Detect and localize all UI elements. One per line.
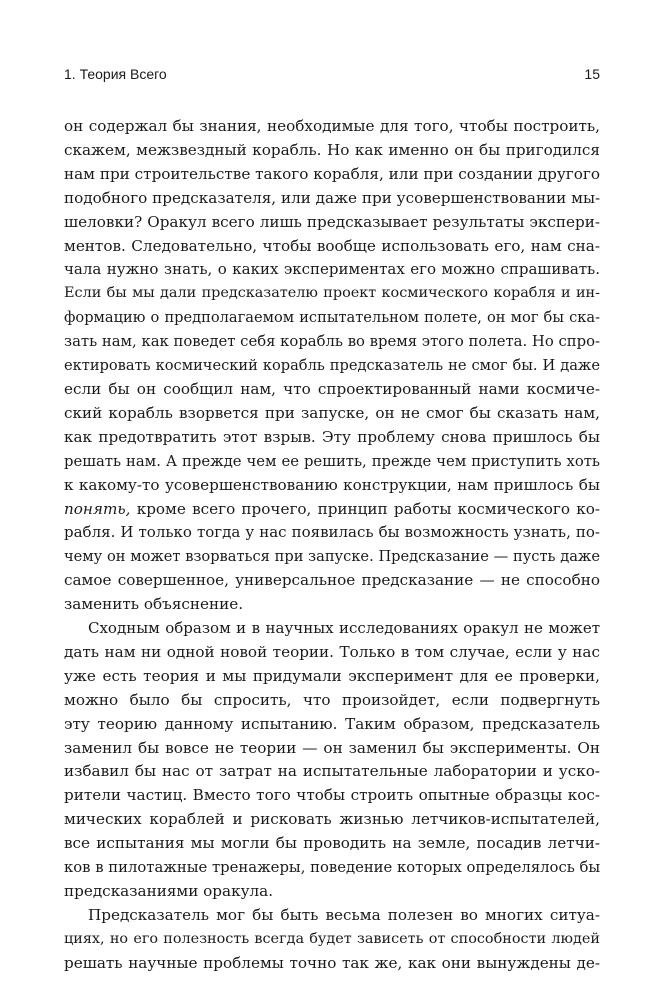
chapter-title: 1. Теория Всего: [64, 66, 167, 82]
text-fragment: кроме всего прочего, принцип работы космического ко-: [130, 499, 600, 518]
text-line: избавил бы нас от затрат на испытательные лаборатории и ускo-: [64, 762, 600, 781]
text-line: все испытания мы могли бы проводить на земле, посадив летчи-: [64, 834, 600, 853]
text-line: ектировать космический корабль предсказатель не смог бы. И даже: [64, 357, 600, 375]
text-line: заменить объяснение.: [64, 595, 244, 614]
text-line: предсказаниями оракула.: [64, 882, 274, 900]
text-line: к какому-то усовершенствованию конструкции, нам пришлось бы: [64, 475, 600, 494]
text-line: ков в пилотажные тренажеры, поведение которых определялось бы: [64, 859, 601, 877]
text-line: Сходным образом и в научных исследованиях оракул не может: [88, 619, 600, 638]
text-line: рители частиц. Вместо того чтобы строить опытные образцы кос-: [64, 786, 600, 805]
text-line: дать нам ни одной новой теории. Только в том случае, если у нас: [64, 642, 600, 661]
text-line: мических кораблей и рисковать жизнью летчиков-испытателей,: [64, 810, 600, 829]
text-line: если бы он сообщил нам, что спроектированный нами космиче-: [64, 379, 600, 398]
text-line: скажем, межзвездный корабль. Но как именно он бы пригодился: [64, 140, 600, 159]
running-header: [64, 64, 600, 84]
text-line: уже есть теория и мы придумали эксперимент для ее проверки,: [64, 666, 600, 685]
text-line: решать нам. А прежде чем ее решить, прежде чем приступить хоть: [64, 452, 600, 470]
text-line: циях, но его полезность всегда будет зависеть от способности людей: [64, 930, 600, 947]
text-line: зать нам, как поведет себя корабль во время этого полета. Но спро-: [64, 333, 600, 351]
text-line: ментов. Следовательно, чтобы вообще использовать его, нам сна-: [64, 236, 600, 255]
text-line: решать научные проблемы точно так же, как они вынуждены де-: [64, 953, 600, 972]
paragraph-1: [64, 115, 600, 617]
text-line: ский корабль взорвется при запуске, он не смог бы сказать нам,: [64, 403, 600, 422]
paragraph-3: [64, 904, 600, 976]
text-line: заменил бы вовсе не теории — он заменил бы эксперименты. Он: [64, 738, 600, 757]
text-line: нам при строительстве такого корабля, или при создании другого: [64, 164, 600, 183]
text-line: подобного предсказателя, или даже при усовершенствовании мы-: [64, 188, 601, 207]
text-line: он содержал бы знания, необходимые для того, чтобы построить,: [64, 117, 600, 135]
text-line: шеловки? Оракул всего лишь предсказывает результаты экспери-: [64, 212, 600, 231]
paragraph-2: [64, 617, 600, 904]
text-line: чала нужно знать, о каких экспериментах его можно спрашивать.: [64, 260, 600, 279]
text-line: Предсказатель мог бы быть весьма полезен во многих ситуа-: [88, 905, 600, 924]
italic-word: понять,: [64, 499, 131, 518]
text-line: чему он может взорваться при запуске. Предсказание — пусть даже: [64, 548, 600, 566]
text-line: эту теорию данному испытанию. Таким образом, предсказатель: [64, 714, 600, 733]
text-line: формацию о предполагаемом испытательном полете, он мог бы ска-: [64, 309, 600, 327]
text-line: самое совершенное, универсальное предсказание — не способно: [64, 571, 600, 590]
text-line: рабля. И только тогда у нас появилась бы возможность узнать, по-: [64, 523, 600, 542]
text-line: можно было бы спросить, что произойдет, если подвергнуть: [64, 690, 600, 709]
body-text: [64, 115, 600, 976]
text-line: Если бы мы дали предсказателю проект космического корабля и ин-: [64, 285, 600, 302]
text-line: как предотвратить этот взрыв. Эту проблему снова пришлось бы: [64, 427, 600, 446]
page-number: 15: [584, 66, 600, 82]
text-line-with-italic: [64, 498, 600, 522]
